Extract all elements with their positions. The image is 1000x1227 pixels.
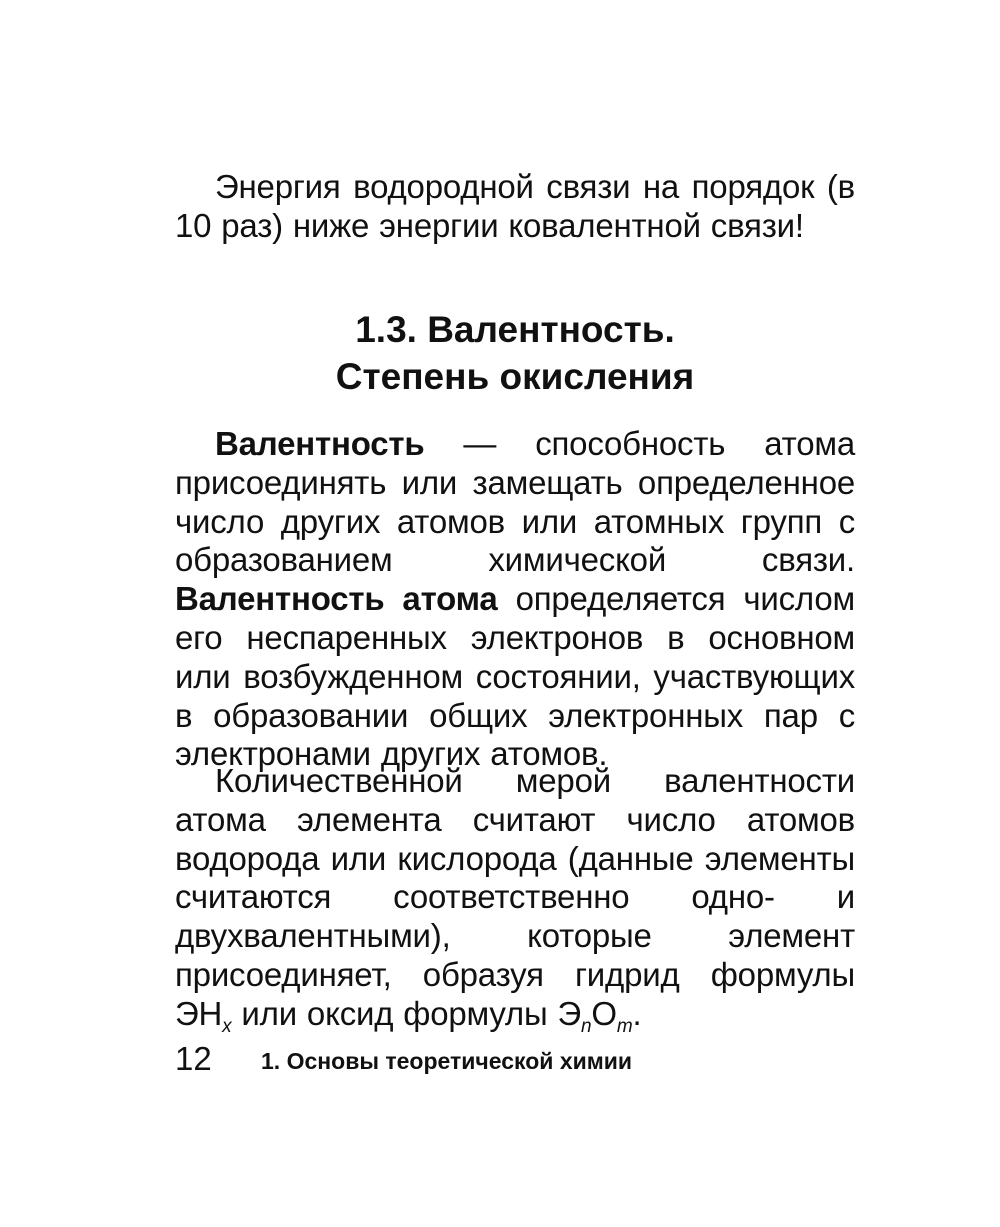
section-heading (175, 306, 855, 400)
subscript-m: m (616, 1015, 633, 1037)
running-head: 1. Основы теоретической химии (261, 1048, 633, 1074)
atom-valence-text: определяется числом его неспаренных электронов в основном или возбужденном состоянии, участвующих в образовании общих электронных пар с электронами других атомов. (175, 580, 855, 773)
valence-definition-text: — способность атома присоединять или замещать определенное число других атомов или атомных групп с образованием химической связи. (175, 425, 855, 579)
subscript-n: n (581, 1015, 592, 1037)
term-valence: Валентность (215, 425, 425, 462)
intro-text: Энергия водородной связи на порядок (в 10 раз) ниже энергии ковалентной связи! (175, 168, 855, 244)
term-atom-valence: Валентность атома (175, 580, 498, 618)
subscript-x: x (222, 1015, 232, 1037)
section-title-line2: Степень окисления (335, 356, 695, 397)
measure-text-a: Количественной мерой валентности атома элемента считают число атомов водорода или кислорода (данные элементы считаются соответственно одно- и двухвалентными), которые элемент присоединяет, образуя гидрид формулы ЭН (175, 762, 855, 1032)
section-title-line1: 1.3. Валентность. (355, 309, 675, 350)
measure-text-b: или оксид формулы Э (231, 994, 581, 1032)
valence-definition-paragraph (175, 425, 855, 774)
measure-text-c: O (591, 994, 617, 1032)
page-footer (175, 1040, 855, 1080)
intro-paragraph (175, 168, 855, 246)
valence-measure-paragraph (175, 762, 855, 1037)
measure-text-d: . (632, 994, 642, 1032)
page-number: 12 (175, 1040, 212, 1077)
